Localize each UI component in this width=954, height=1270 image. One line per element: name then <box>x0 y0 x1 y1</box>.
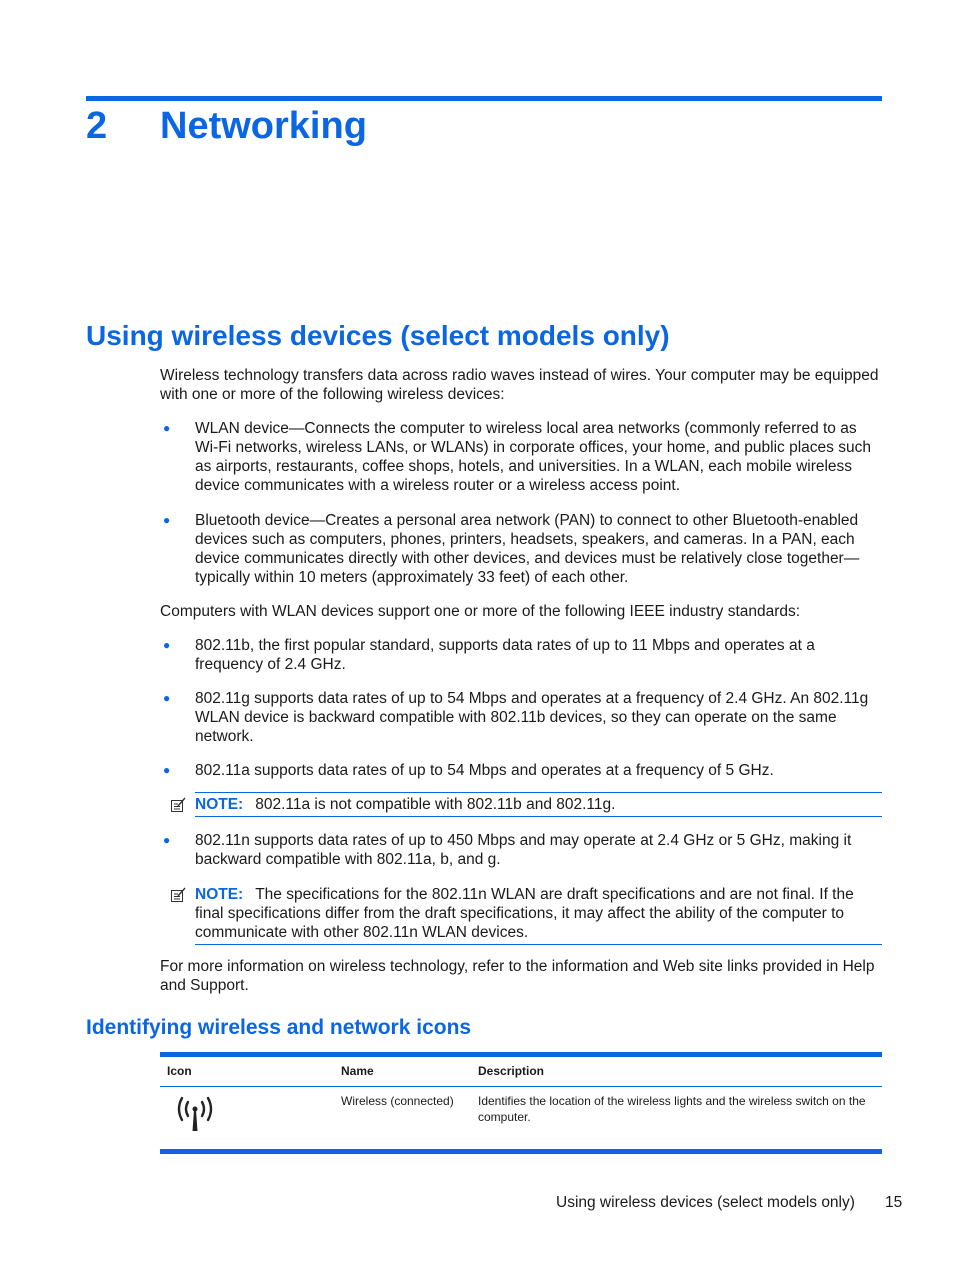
note-label: NOTE: <box>195 886 244 903</box>
table-cell-name: Wireless (connected) <box>341 1094 454 1108</box>
list-item-text: WLAN device—Connects the computer to wireless local area networks (commonly referred to as Wi-Fi networks, wireless LANs, or WLANs) in corporate offices, your home, and public places such as airports, restaurants, coffee shops, hotels, and universities. In a WLAN, each mobile wireless device communicates with a wireless router or a wireless access point. <box>195 420 871 494</box>
intro-paragraph: Wireless technology transfers data across radio waves instead of wires. Your computer may be equipped with one or more of the following wireless devices: <box>160 367 879 403</box>
subsection-heading: Identifying wireless and network icons <box>86 1016 472 1039</box>
wireless-connected-icon <box>173 1095 217 1137</box>
note-label: NOTE: <box>195 796 244 813</box>
bullet-icon: ● <box>163 513 171 527</box>
note-text: 802.11a is not compatible with 802.11b and 802.11g. <box>255 796 616 813</box>
bullet-icon: ● <box>163 763 171 777</box>
section-heading: Using wireless devices (select models only) <box>86 320 670 351</box>
list-item-text: 802.11g supports data rates of up to 54 Mbps and operates at a frequency of 2.4 GHz. An 802.11g WLAN device is backward compatible with 802.11b devices, so they can operate on the same network. <box>195 690 869 745</box>
note-icon <box>170 887 186 903</box>
table-cell-description: Identifies the location of the wireless lights and the wireless switch on the computer. <box>478 1094 866 1124</box>
note-rule <box>195 792 882 793</box>
bullet-icon: ● <box>163 421 171 435</box>
bullet-icon: ● <box>163 691 171 705</box>
more-info-paragraph: For more information on wireless technology, refer to the information and Web site links provided in Help and Support. <box>160 958 875 994</box>
list-item-text: 802.11a supports data rates of up to 54 Mbps and operates at a frequency of 5 GHz. <box>195 762 774 779</box>
bullet-icon: ● <box>163 833 171 847</box>
table-row <box>160 1087 882 1147</box>
bullet-icon: ● <box>163 638 171 652</box>
chapter-number: 2 <box>86 105 108 147</box>
list-item-text: 802.11b, the first popular standard, supports data rates of up to 11 Mbps and operates at a frequency of 2.4 GHz. <box>195 637 815 673</box>
chapter-rule <box>86 96 882 101</box>
chapter-title: Networking <box>160 105 367 147</box>
list-item-text: Bluetooth device—Creates a personal area network (PAN) to connect to other Bluetooth-enabled devices such as computers, phones, printers, headsets, speakers, and cameras. In a PAN, each device communicates directly with other devices, and devices must be relatively close together—typically within 10 meters (approximately 33 feet) of each other. <box>195 512 860 586</box>
table-header-description: Description <box>478 1064 545 1078</box>
table-header-icon: Icon <box>167 1064 192 1078</box>
list-item-text: 802.11n supports data rates of up to 450 Mbps and may operate at 2.4 GHz or 5 GHz, making it backward compatible with 802.11a, b, and g. <box>195 832 852 868</box>
footer-title: Using wireless devices (select models only) <box>556 1194 855 1211</box>
standards-intro: Computers with WLAN devices support one or more of the following IEEE industry standards: <box>160 603 801 620</box>
note-icon <box>170 797 186 813</box>
table-top-rule <box>160 1052 882 1057</box>
table-header-name: Name <box>341 1064 374 1078</box>
page-number: 15 <box>885 1194 903 1211</box>
table-bottom-rule <box>160 1149 882 1154</box>
note-text: The specifications for the 802.11n WLAN are draft specifications and are not final. If the final specifications differ from the draft specifications, it may affect the ability of the computer to communicate with other 802.11n WLAN devices. <box>195 886 854 941</box>
